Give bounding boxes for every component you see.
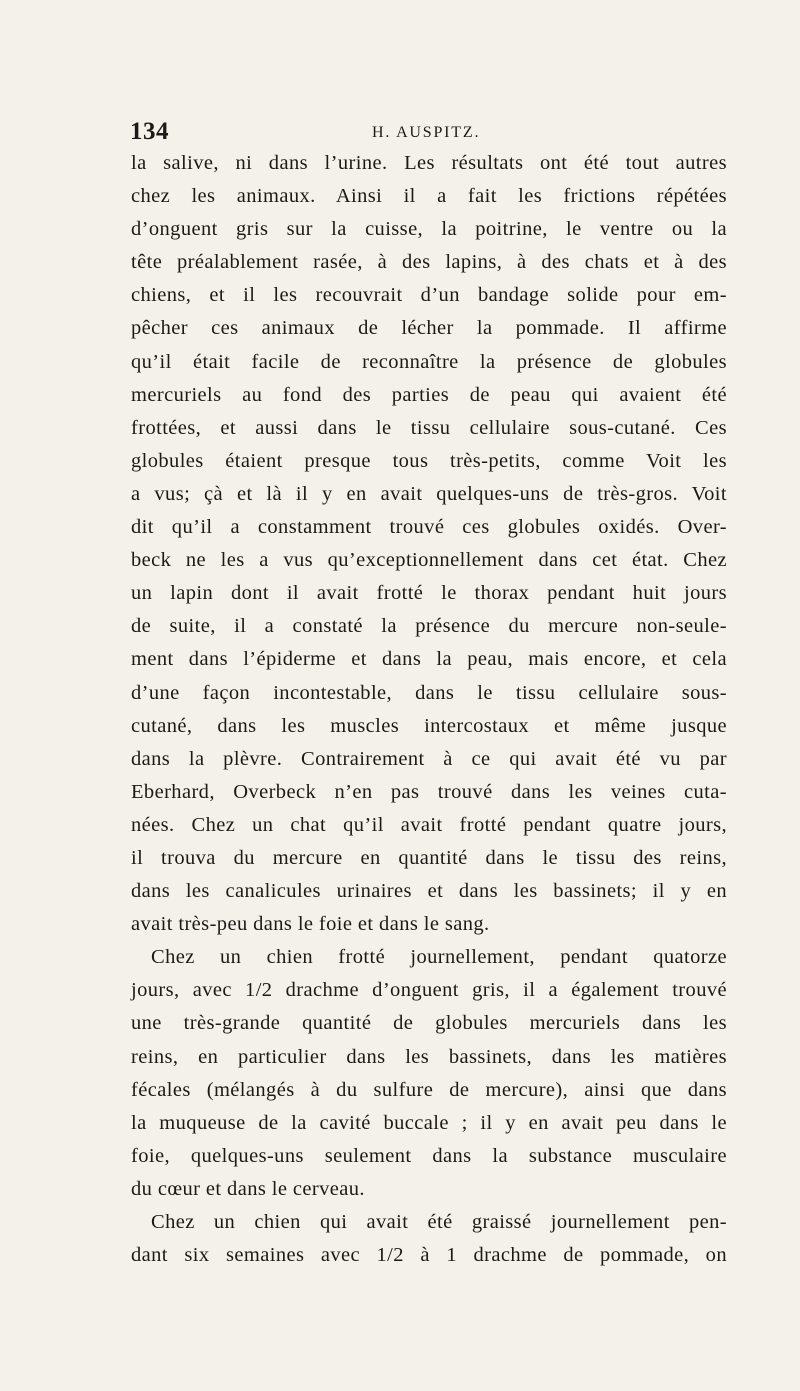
text-line: la salive, ni dans l’urine. Les résultats ont été tout autres xyxy=(131,152,727,174)
text-line: dit qu’il a constamment trouvé ces globules oxidés. Over- xyxy=(131,516,727,539)
text-line: chiens, et il les recouvrait d’un bandage solide pour em- xyxy=(131,284,727,307)
text-line: pêcher ces animaux de lécher la pommade. Il affirme xyxy=(131,317,727,340)
text-line: mercuriels au fond des parties de peau qui avaient été xyxy=(131,383,727,406)
text-line: frottées, et aussi dans le tissu cellulaire sous-cutané. Ces xyxy=(131,416,727,439)
text-line: chez les animaux. Ainsi il a fait les frictions répétées xyxy=(131,185,727,208)
text-line: a vus; çà et là il y en avait quelques-uns de très-gros. Voit xyxy=(131,482,727,505)
text-line: dans la plèvre. Contrairement à ce qui avait été vu par xyxy=(131,747,727,770)
text-line-paragraph-end: du cœur et dans le cerveau. xyxy=(131,1177,365,1200)
running-head: H. AUSPITZ. xyxy=(372,124,481,141)
text-line-paragraph-start: Chez un chien frotté journellement, pendant quatorze xyxy=(151,946,727,969)
body-text xyxy=(131,147,727,1272)
text-line: ment dans l’épiderme et dans la peau, mais encore, et cela xyxy=(131,648,727,671)
text-line: globules étaient presque tous très-petits, comme Voit les xyxy=(131,449,727,472)
page-number: 134 xyxy=(130,118,169,145)
text-line: tête préalablement rasée, à des lapins, à des chats et à des xyxy=(131,251,727,274)
page-header xyxy=(125,118,725,148)
text-line: il trouva du mercure en quantité dans le tissu des reins, xyxy=(131,846,727,869)
text-line: dans les canalicules urinaires et dans les bassinets; il y en xyxy=(131,880,727,903)
text-line-paragraph-end: avait très-peu dans le foie et dans le sang. xyxy=(131,913,490,936)
text-line: reins, en particulier dans les bassinets, dans les matières xyxy=(131,1045,727,1068)
text-line: nées. Chez un chat qu’il avait frotté pendant quatre jours, xyxy=(131,813,727,836)
text-line: foie, quelques-uns seulement dans la substance musculaire xyxy=(131,1144,727,1167)
text-line: une très-grande quantité de globules mercuriels dans les xyxy=(131,1012,727,1035)
text-line: qu’il était facile de reconnaître la présence de globules xyxy=(131,350,727,373)
text-line: la muqueuse de la cavité buccale ; il y en avait peu dans le xyxy=(131,1111,727,1134)
text-line: d’onguent gris sur la cuisse, la poitrine, le ventre ou la xyxy=(131,218,727,241)
text-line: fécales (mélangés à du sulfure de mercure), ainsi que dans xyxy=(131,1078,727,1101)
text-line: de suite, il a constaté la présence du mercure non-seule- xyxy=(131,615,727,638)
text-line: beck ne les a vus qu’exceptionnellement dans cet état. Chez xyxy=(131,549,727,572)
text-line: dant six semaines avec 1/2 à 1 drachme de pommade, on xyxy=(131,1244,727,1267)
text-line: cutané, dans les muscles intercostaux et même jusque xyxy=(131,714,727,737)
text-line: d’une façon incontestable, dans le tissu cellulaire sous- xyxy=(131,681,727,704)
text-line: jours, avec 1/2 drachme d’onguent gris, il a également trouvé xyxy=(131,979,727,1002)
text-line: Eberhard, Overbeck n’en pas trouvé dans les veines cuta- xyxy=(131,780,727,803)
text-line: un lapin dont il avait frotté le thorax pendant huit jours xyxy=(131,582,727,605)
text-line-paragraph-start: Chez un chien qui avait été graissé journellement pen- xyxy=(151,1211,727,1233)
